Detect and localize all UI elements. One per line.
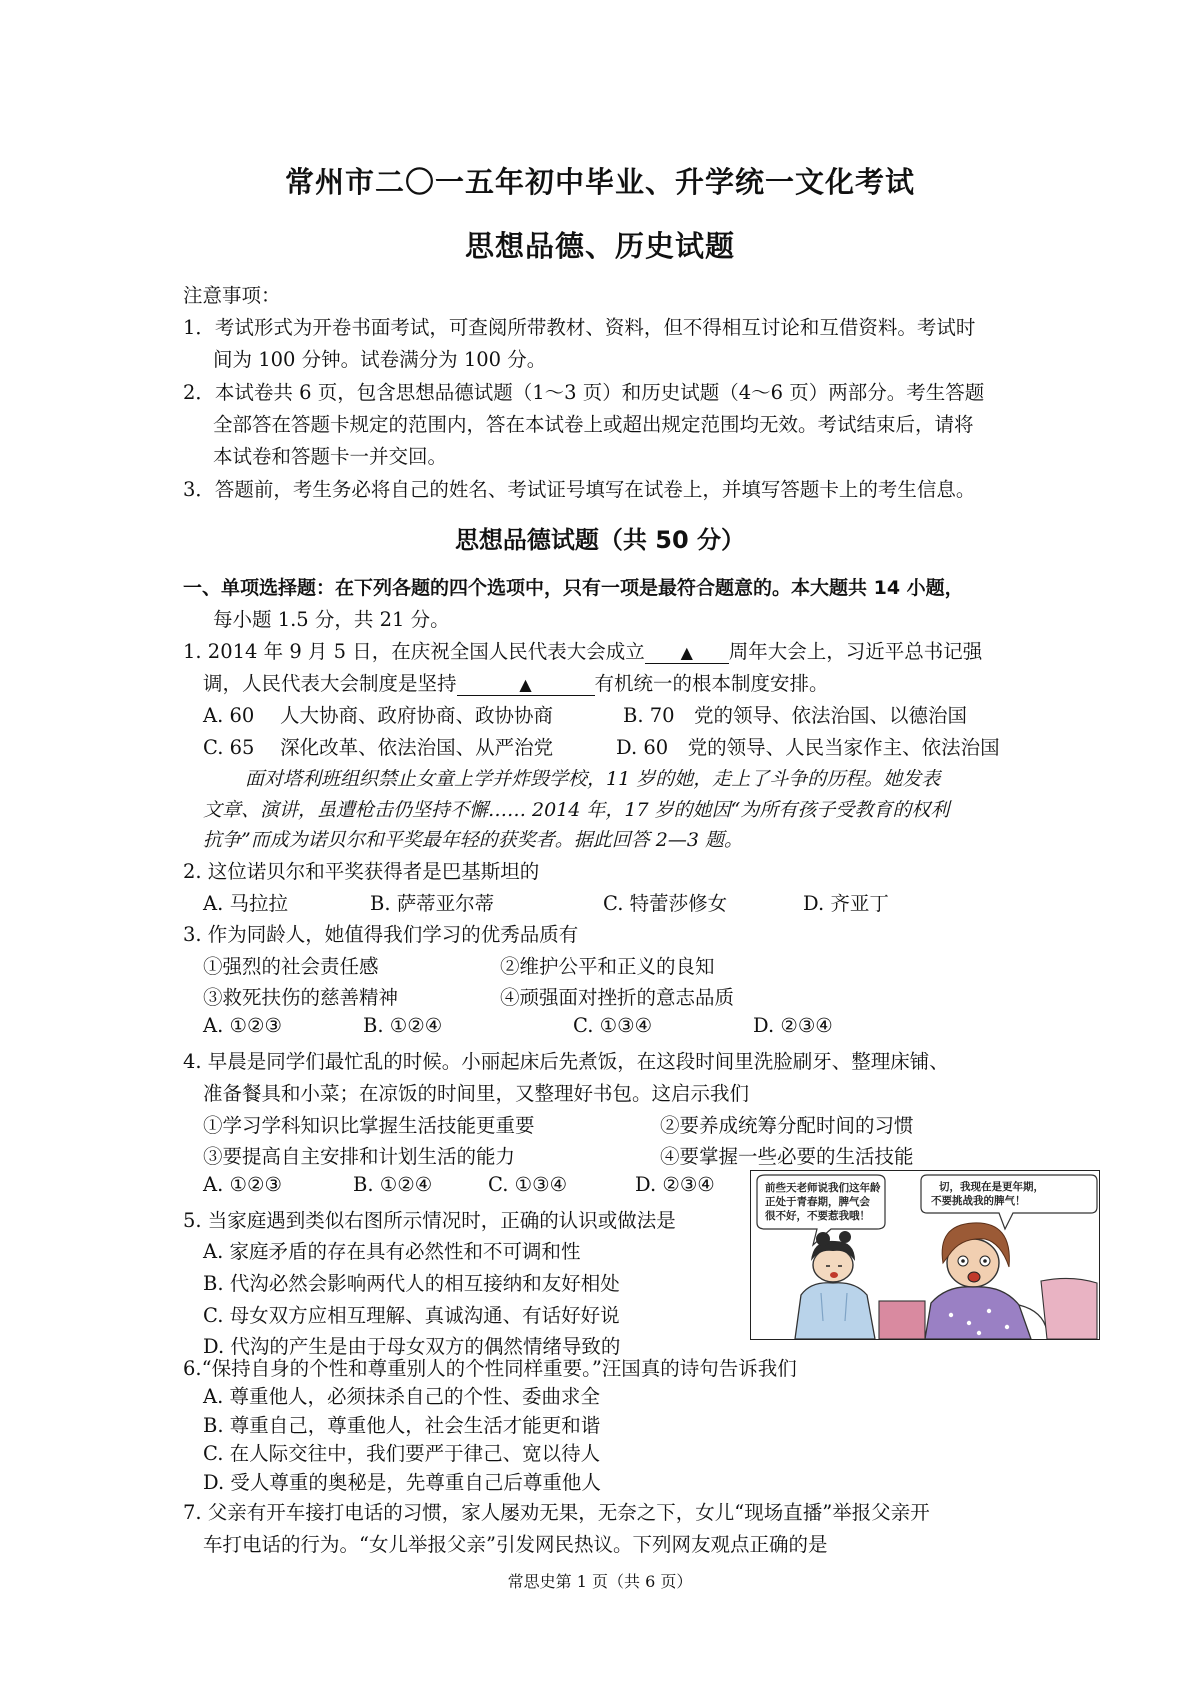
q1-blank-1 <box>645 640 729 664</box>
q1-blank-2 <box>457 672 595 696</box>
q3-option-a: A. ①②③ <box>203 1014 282 1037</box>
q7-stem-line-1: 7. 父亲有开车接打电话的习惯，家人屡劝无果，无奈之下，女儿“现场直播”举报父亲开 <box>183 1501 930 1524</box>
blank-marker: ▲ <box>519 675 532 694</box>
note-1-line-2: 间为 100 分钟。试卷满分为 100 分。 <box>213 348 547 371</box>
cartoon-illustration <box>750 1170 1100 1340</box>
q4-option-b: B. ①②④ <box>353 1173 433 1196</box>
q4-item-2: ②要养成统筹分配时间的习惯 <box>660 1114 914 1137</box>
cartoon-right-bubble-line-1: 切，我现在是更年期， <box>939 1181 1044 1193</box>
q6-option-c: C. 在人际交往中，我们要严于律己、宽以待人 <box>203 1442 601 1465</box>
q5-option-a: A. 家庭矛盾的存在具有必然性和不可调和性 <box>203 1240 581 1263</box>
cartoon-right-bubble-line-2: 不要挑战我的脾气！ <box>931 1195 1026 1207</box>
q3-item-2: ②维护公平和正义的良知 <box>500 955 715 978</box>
q3-item-4: ④顽强面对挫折的意志品质 <box>500 986 735 1009</box>
q4-stem-line-2: 准备餐具和小菜；在凉饭的时间里，又整理好书包。这启示我们 <box>203 1082 750 1105</box>
q1-stem-line-2 <box>203 668 829 696</box>
q1-stem-line-1 <box>183 636 982 664</box>
q1-stem-part-d: 有机统一的根本制度安排。 <box>594 672 829 695</box>
cartoon-left-bubble-line-3: 很不好，不要惹我哦！ <box>765 1210 870 1222</box>
q4-item-4: ④要掌握一些必要的生活技能 <box>660 1145 914 1168</box>
q2-option-c: C. 特蕾莎修女 <box>603 892 728 915</box>
q1-option-b: B. 70 党的领导、依法治国、以德治国 <box>623 704 968 727</box>
passage-line-3: 抗争”而成为诺贝尔和平奖最年轻的获奖者。据此回答 2—3 题。 <box>203 829 743 851</box>
cartoon-left-bubble-line-2: 正处于青春期，脾气会 <box>765 1196 870 1208</box>
q3-option-b: B. ①②④ <box>363 1014 443 1037</box>
q5-option-d: D. 代沟的产生是由于母女双方的偶然情绪导致的 <box>203 1335 621 1358</box>
q2-option-b: B. 萨蒂亚尔蒂 <box>370 892 495 915</box>
q4-item-3: ③要提高自主安排和计划生活的能力 <box>203 1145 516 1168</box>
q3-item-1: ①强烈的社会责任感 <box>203 955 379 978</box>
q1-option-d: D. 60 党的领导、人民当家作主、依法治国 <box>616 736 1000 759</box>
q1-stem-part-b: 周年大会上，习近平总书记强 <box>728 640 983 663</box>
q4-option-d: D. ②③④ <box>635 1173 715 1196</box>
q3-item-3: ③救死扶伤的慈善精神 <box>203 986 399 1009</box>
q3-stem: 3. 作为同龄人，她值得我们学习的优秀品质有 <box>183 923 579 946</box>
q4-option-c: C. ①③④ <box>488 1173 568 1196</box>
q1-stem-part-c: 调，人民代表大会制度是坚持 <box>203 672 457 695</box>
exam-subtitle: 思想品德、历史试题 <box>464 229 735 263</box>
q6-option-b: B. 尊重自己，尊重他人，社会生活才能更和谐 <box>203 1414 601 1437</box>
q3-option-c: C. ①③④ <box>573 1014 653 1037</box>
q1-stem-part-a: 1. 2014 年 9 月 5 日，在庆祝全国人民代表大会成立 <box>183 640 645 663</box>
page-footer: 常思史第 1 页（共 6 页） <box>507 1572 693 1591</box>
passage-line-1: 面对塔利班组织禁止女童上学并炸毁学校，11 岁的她，走上了斗争的历程。她发表 <box>245 768 941 790</box>
note-2-line-3: 本试卷和答题卡一并交回。 <box>213 445 448 468</box>
blank-marker: ▲ <box>680 643 693 662</box>
passage-line-2: 文章、演讲，虽遭枪击仍坚持不懈…… 2014 年，17 岁的她因“为所有孩子受教育的权利 <box>203 799 950 821</box>
q4-option-a: A. ①②③ <box>203 1173 282 1196</box>
q5-option-b: B. 代沟必然会影响两代人的相互接纳和友好相处 <box>203 1272 620 1295</box>
q1-option-a: A. 60 人大协商、政府协商、政协协商 <box>203 704 553 727</box>
note-1-line-1: 1．考试形式为开卷书面考试，可查阅所带教材、资料，但不得相互讨论和互借资料。考试时 <box>183 316 976 339</box>
exam-title: 常州市二〇一五年初中毕业、升学统一文化考试 <box>284 165 915 199</box>
q5-stem: 5. 当家庭遇到类似右图所示情况时，正确的认识或做法是 <box>183 1209 676 1232</box>
q3-option-d: D. ②③④ <box>753 1014 833 1037</box>
q2-stem: 2. 这位诺贝尔和平奖获得者是巴基斯坦的 <box>183 860 540 883</box>
part-one-instruction-line-1: 一、单项选择题：在下列各题的四个选项中，只有一项是最符合题意的。本大题共 14 小题， <box>183 577 964 599</box>
q6-option-d: D. 受人尊重的奥秘是，先尊重自己后尊重他人 <box>203 1471 601 1494</box>
q4-item-1: ①学习学科知识比掌握生活技能更重要 <box>203 1114 535 1137</box>
q1-option-c: C. 65 深化改革、依法治国、从严治党 <box>203 736 554 759</box>
note-2-line-2: 全部答在答题卡规定的范围内，答在本试卷上或超出规定范围均无效。考试结束后，请将 <box>213 413 974 436</box>
q5-option-c: C. 母女双方应相互理解、真诚沟通、有话好好说 <box>203 1304 620 1327</box>
q6-stem: 6.“保持自身的个性和尊重别人的个性同样重要。”汪国真的诗句告诉我们 <box>183 1357 797 1380</box>
cartoon-left-bubble-line-1: 前些天老师说我们这年龄 <box>765 1182 881 1194</box>
q2-option-a: A. 马拉拉 <box>203 892 288 915</box>
q4-stem-line-1: 4. 早晨是同学们最忙乱的时候。小丽起床后先煮饭，在这段时间里洗脸刷牙、整理床铺、 <box>183 1050 949 1073</box>
notes-label: 注意事项： <box>183 284 281 307</box>
note-2-line-1: 2．本试卷共 6 页，包含思想品德试题（1～3 页）和历史试题（4～6 页）两部分。考生答题 <box>183 381 985 404</box>
note-3: 3．答题前，考生务必将自己的姓名、考试证号填写在试卷上，并填写答题卡上的考生信息。 <box>183 478 976 501</box>
q2-option-d: D. 齐亚丁 <box>803 892 889 915</box>
part-one-instruction-line-2: 每小题 1.5 分，共 21 分。 <box>213 608 450 631</box>
section-title: 思想品德试题（共 50 分） <box>454 526 746 554</box>
q6-option-a: A. 尊重他人，必须抹杀自己的个性、委曲求全 <box>203 1385 600 1408</box>
q7-stem-line-2: 车打电话的行为。“女儿举报父亲”引发网民热议。下列网友观点正确的是 <box>203 1533 828 1556</box>
